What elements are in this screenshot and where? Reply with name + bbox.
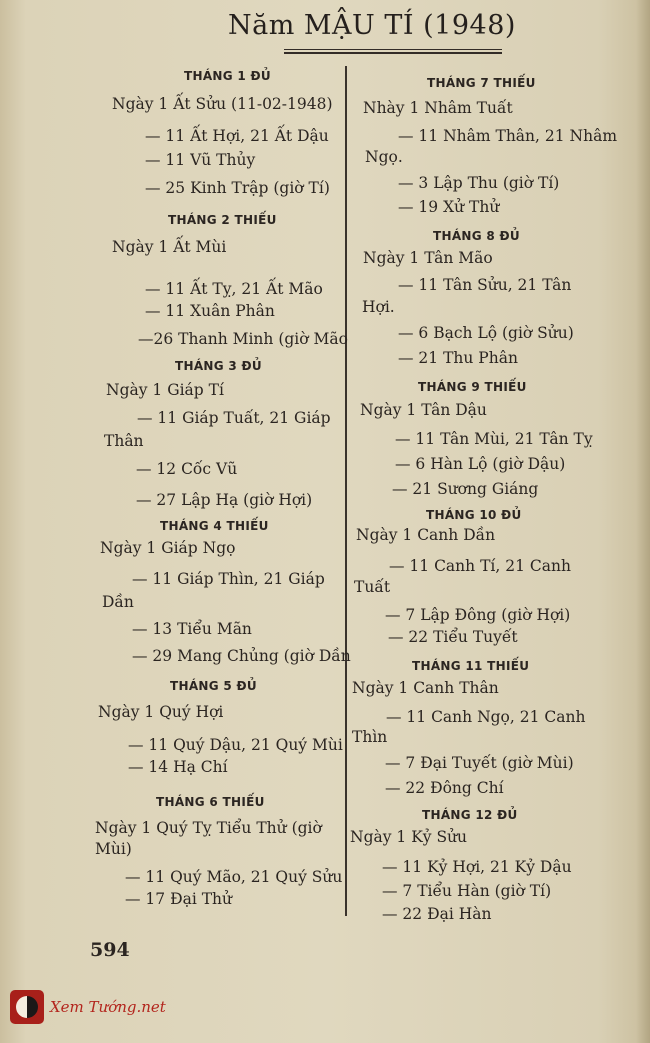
month-2-line: — 11 Ất Tỵ, 21 Ất Mão <box>145 280 323 298</box>
month-10-line: — 7 Lập Đông (giờ Hợi) <box>385 606 571 624</box>
month-6-header: THÁNG 6 THIẾU <box>156 795 265 809</box>
month-8-line: Hợi. <box>362 298 395 316</box>
month-8-header: THÁNG 8 ĐỦ <box>433 229 520 243</box>
month-8-line: Ngày 1 Tân Mão <box>363 249 493 267</box>
month-7-line: — 11 Nhâm Thân, 21 Nhâm <box>398 127 618 145</box>
month-2-line: Ngày 1 Ất Mùi <box>112 238 227 256</box>
page-title: Năm MẬU TÍ (1948) <box>228 10 516 41</box>
month-8-line: — 6 Bạch Lộ (giờ Sửu) <box>398 324 574 342</box>
yin-yang-logo-icon <box>10 990 44 1024</box>
month-5-line: — 14 Hạ Chí <box>128 758 228 776</box>
month-4-line: Dần <box>102 593 134 611</box>
month-6-line: — 11 Quý Mão, 21 Quý Sửu <box>125 868 343 886</box>
month-4-line: — 29 Mang Chủng (giờ Dần <box>132 647 351 665</box>
site-watermark <box>10 990 180 1026</box>
month-11-line: — 11 Canh Ngọ, 21 Canh <box>386 708 586 726</box>
month-12-line: — 7 Tiểu Hàn (giờ Tí) <box>382 882 552 900</box>
month-10-line: Tuất <box>354 578 391 596</box>
month-10-line: — 22 Tiểu Tuyết <box>388 628 518 646</box>
month-1-line: — 11 Ất Hợi, 21 Ất Dậu <box>145 127 329 145</box>
month-5-header: THÁNG 5 ĐỦ <box>170 679 257 693</box>
title-double-rule <box>284 49 502 57</box>
month-1-line: Ngày 1 Ất Sửu (11-02-1948) <box>112 95 333 113</box>
month-2-header: THÁNG 2 THIẾU <box>168 213 277 227</box>
month-4-line: Ngày 1 Giáp Ngọ <box>100 539 236 557</box>
month-4-line: — 13 Tiểu Mãn <box>132 620 252 638</box>
month-7-line: Nhày 1 Nhâm Tuất <box>363 99 513 117</box>
month-12-line: — 11 Kỷ Hợi, 21 Kỷ Dậu <box>382 858 572 876</box>
month-3-line: Thân <box>104 432 144 450</box>
page-edge-shadow <box>636 0 650 1043</box>
month-6-line: Ngày 1 Quý Tỵ Tiểu Thử (giờ <box>95 819 322 837</box>
month-9-line: — 21 Sương Giáng <box>392 480 539 498</box>
month-3-line: — 11 Giáp Tuất, 21 Giáp <box>137 409 331 427</box>
month-10-line: — 11 Canh Tí, 21 Canh <box>389 557 571 575</box>
month-1-line: — 11 Vũ Thủy <box>145 151 256 169</box>
month-8-line: — 21 Thu Phân <box>398 349 518 367</box>
month-7-line: — 19 Xử Thử <box>398 198 500 216</box>
month-9-line: — 6 Hàn Lộ (giờ Dậu) <box>395 455 566 473</box>
month-2-line: —26 Thanh Minh (giờ Mão <box>138 330 348 348</box>
month-3-line: — 27 Lập Hạ (giờ Hợi) <box>136 491 313 509</box>
month-5-line: — 11 Quý Dậu, 21 Quý Mùi <box>128 736 343 754</box>
month-5-line: Ngày 1 Quý Hợi <box>98 703 224 721</box>
month-3-line: — 12 Cốc Vũ <box>136 460 238 478</box>
month-6-line: Mùi) <box>95 840 132 858</box>
month-2-line: — 11 Xuân Phân <box>145 302 275 320</box>
month-9-line: Ngày 1 Tân Dậu <box>360 401 487 419</box>
month-12-header: THÁNG 12 ĐỦ <box>422 808 518 822</box>
month-1-header: THÁNG 1 ĐỦ <box>184 69 271 83</box>
month-4-header: THÁNG 4 THIẾU <box>160 519 269 533</box>
month-9-line: — 11 Tân Mùi, 21 Tân Tỵ <box>395 430 593 448</box>
month-3-line: Ngày 1 Giáp Tí <box>106 381 224 399</box>
month-3-header: THÁNG 3 ĐỦ <box>175 359 262 373</box>
month-11-header: THÁNG 11 THIẾU <box>412 659 530 673</box>
month-12-line: — 22 Đại Hàn <box>382 905 492 923</box>
month-11-line: Thìn <box>352 728 388 746</box>
month-11-line: — 22 Đông Chí <box>385 779 504 797</box>
month-7-line: Ngọ. <box>365 148 403 166</box>
page-number: 594 <box>90 939 130 961</box>
month-10-line: Ngày 1 Canh Dần <box>356 526 496 544</box>
month-11-line: Ngày 1 Canh Thân <box>352 679 499 697</box>
month-12-line: Ngày 1 Kỷ Sửu <box>350 828 468 846</box>
month-11-line: — 7 Đại Tuyết (giờ Mùi) <box>385 754 574 772</box>
month-6-line: — 17 Đại Thử <box>125 890 233 908</box>
month-7-header: THÁNG 7 THIẾU <box>427 76 536 90</box>
month-7-line: — 3 Lập Thu (giờ Tí) <box>398 174 560 192</box>
month-10-header: THÁNG 10 ĐỦ <box>426 508 522 522</box>
column-divider <box>345 66 347 916</box>
month-8-line: — 11 Tân Sửu, 21 Tân <box>398 276 572 294</box>
watermark-text: Xem Tướng.net <box>50 998 166 1016</box>
month-9-header: THÁNG 9 THIẾU <box>418 380 527 394</box>
month-4-line: — 11 Giáp Thìn, 21 Giáp <box>132 570 325 588</box>
month-1-line: — 25 Kinh Trập (giờ Tí) <box>145 179 330 197</box>
